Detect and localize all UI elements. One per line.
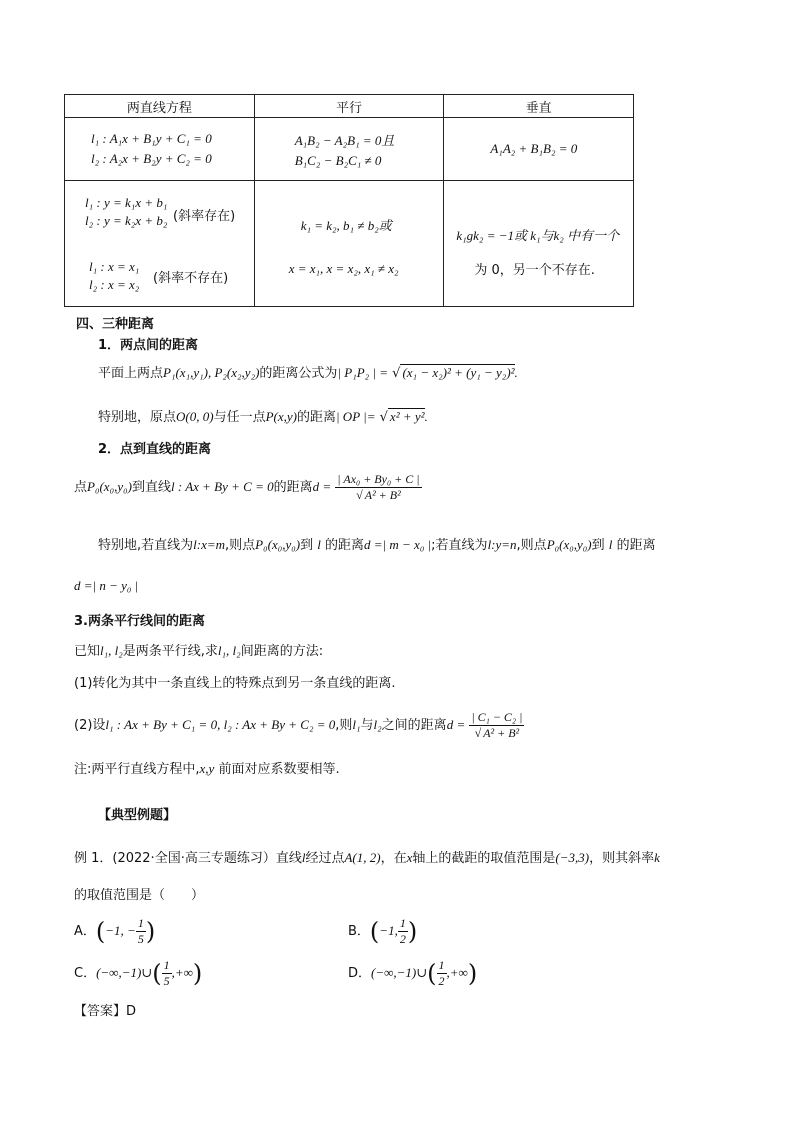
perpendicular-cond: A₁A₂ + B₁B₂ = 0: [490, 141, 578, 156]
point-line-distance-formula: 点P₀(x₀,y₀)到直线l : Ax + By + C = 0的距离d = $\frac{\text{| Ax₀ + By₀ + C |}}{\text{√ A² + B²}}$: [74, 472, 420, 502]
subsection-title-point-line: 2．点到直线的距离: [98, 442, 212, 457]
two-point-distance-formula: 平面上两点P₁(x₁,y₁), P₂(x₂,y₂)的距离公式为| P₁P₂ | = √ (x₁ − x₂)² + (y₁ − y₂)².: [98, 365, 518, 381]
parallel-note: 注:两平行直线方程中,x,y 前面对应系数要相等.: [74, 761, 340, 777]
origin-distance-formula: 特别地，原点O(0, 0)与任一点P(x,y)的距离| OP |= √ x² + y².: [98, 409, 428, 425]
parallel-vertical-cond: x = x₁, x = x₂, x₁ ≠ x₂: [288, 261, 399, 276]
table-row: [65, 118, 634, 181]
method-2: (2)设l₁ : Ax + By + C₁ = 0, l₂ : Ax + By + C₂ = 0,则l₁与l₂之间的距离d = $\frac{\text{| C₁ − C₂ |}}{\text{√ A² + B²}}$: [74, 710, 523, 740]
option-b[interactable]: B．(−1, $\frac{1}{2}$ ): [348, 916, 418, 946]
example-1-question-line2: 的取值范围是（ ）: [74, 888, 205, 903]
eq-l1-slope: l₁ : y = k₁x + b₁: [85, 195, 168, 210]
eq-l2-vertical: l₂ : x = x₂: [89, 277, 140, 292]
header-equations: 两直线方程: [65, 95, 255, 118]
option-a[interactable]: A．(−1, − $\frac{1}{5}$ ): [74, 916, 156, 946]
parallel-cond-2: B₁C₂ − B₂C₁ ≠ 0: [294, 152, 382, 168]
note-slope-exists: (斜率存在): [173, 209, 236, 224]
section-title: 四、三种距离: [76, 317, 155, 332]
perpendicular-slope-cond-2: 为 0，另一个不存在.: [474, 263, 595, 278]
subsection-title-points: 1．两点间的距离: [98, 338, 199, 353]
special-case-distance: 特别地,若直线为l:x=m,则点P₀(x₀,y₀)到 l 的距离d =| m − x₀ |;若直线为l:y=n,则点P₀(x₀,y₀)到 l 的距离: [98, 537, 656, 553]
parallel-slope-cond: k₁ = k₂, b₁ ≠ b₂或: [300, 218, 392, 233]
answer: 【答案】D: [74, 1004, 137, 1019]
special-case-distance-2: d =| n − y₀ |: [74, 578, 139, 593]
eq-l1-general: l₁ : A₁x + B₁y + C₁ = 0: [91, 131, 212, 146]
header-perpendicular: 垂直: [444, 95, 634, 118]
example-1-question: 例 1．(2022·全国·高三专题练习）直线l经过点A(1, 2)，在x轴上的截距的取值范围是(−3,3)，则其斜率k: [74, 850, 660, 866]
header-parallel: 平行: [254, 95, 444, 118]
table-row: [65, 181, 634, 307]
eq-l2-slope: l₂ : y = k₂x + b₂: [85, 213, 168, 228]
comparison-table: [64, 94, 634, 307]
eq-l2-general: l₂ : A₂x + B₂y + C₂ = 0: [91, 151, 212, 166]
eq-l1-vertical: l₁ : x = x₁: [89, 259, 140, 274]
parallel-lines-intro: 已知l₁, l₂是两条平行线,求l₁, l₂间距离的方法:: [74, 643, 324, 659]
examples-title: 【典型例题】: [98, 808, 177, 823]
parallel-cond-1: A₁B₂ − A₂B₁ = 0且: [294, 132, 395, 148]
note-slope-not-exist: (斜率不存在): [153, 271, 229, 286]
option-c[interactable]: C．(−∞,−1)∪( $\frac{1}{5}$ ,+∞): [74, 958, 203, 988]
table-header-row: [65, 95, 634, 118]
subsection-title-parallel-lines: 3.两条平行线间的距离: [74, 614, 205, 629]
option-d[interactable]: D．(−∞,−1)∪( $\frac{1}{2}$ ,+∞): [348, 958, 478, 988]
perpendicular-slope-cond: k₁gk₂ = −1或 k₁与k₂ 中有一个: [456, 228, 620, 243]
method-1: (1)转化为其中一条直线上的特殊点到另一条直线的距离.: [74, 676, 396, 691]
